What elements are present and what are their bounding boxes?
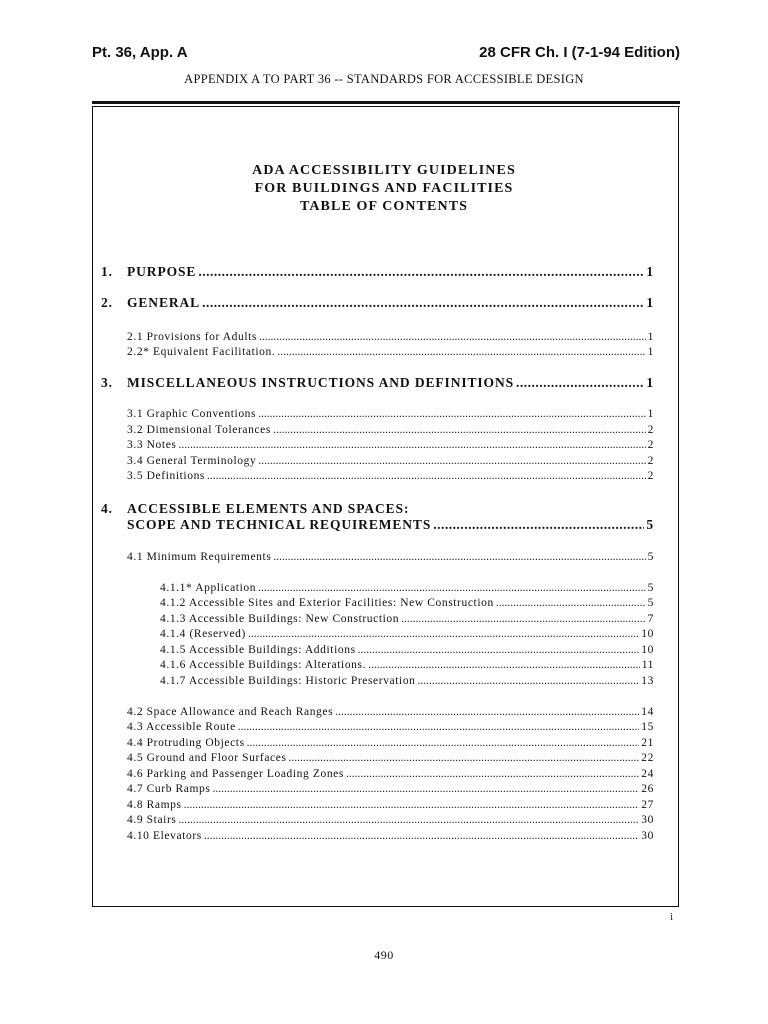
item-label: 4.6 Parking and Passenger Loading Zones	[127, 768, 344, 780]
item-label: 4.1 Minimum Requirements	[127, 551, 272, 563]
section-label: GENERAL	[127, 295, 201, 310]
section-number: 1.	[101, 264, 113, 279]
dot-leader	[204, 830, 639, 842]
page-ref: 5	[647, 551, 654, 563]
item-label: 4.1.1* Application	[160, 582, 257, 594]
dot-leader	[247, 737, 640, 749]
toc-item[interactable]	[127, 706, 654, 718]
dot-leader	[277, 346, 645, 358]
page-ref: 1	[646, 375, 654, 390]
page-ref: 11	[641, 659, 654, 671]
header-rule-thick	[92, 101, 680, 104]
item-label: 4.1.7 Accessible Buildings: Historic Preservation	[160, 675, 416, 687]
item-label: 3.3 Notes	[127, 439, 177, 451]
item-label: 4.5 Ground and Floor Surfaces	[127, 752, 287, 764]
dot-leader	[258, 582, 646, 594]
page-ref: 1	[646, 264, 654, 279]
toc-item[interactable]	[127, 470, 654, 482]
toc-subitem[interactable]	[160, 597, 654, 609]
page-number: 490	[374, 948, 394, 962]
running-head	[92, 44, 680, 64]
page-ref: 30	[641, 830, 654, 842]
dot-leader	[401, 613, 646, 625]
page-ref: 22	[641, 752, 654, 764]
toc-item[interactable]	[127, 346, 654, 358]
section-label-line-1: ACCESSIBLE ELEMENTS AND SPACES:	[127, 501, 410, 516]
toc-section-purpose[interactable]	[101, 264, 654, 280]
appendix-title: APPENDIX A TO PART 36 -- STANDARDS FOR ACCESSIBLE DESIGN	[184, 72, 584, 86]
dot-leader	[202, 295, 644, 311]
item-label: 2.1 Provisions for Adults	[127, 331, 258, 343]
page-ref: 21	[641, 737, 654, 749]
toc-item[interactable]	[127, 408, 654, 420]
dot-leader	[358, 644, 640, 656]
item-label: 4.1.3 Accessible Buildings: New Construction	[160, 613, 400, 625]
page-ref: 2	[647, 455, 654, 467]
toc-subitem[interactable]	[160, 628, 654, 640]
dot-leader	[258, 455, 645, 467]
dot-leader	[273, 424, 646, 436]
dot-leader	[212, 783, 639, 795]
dot-leader	[346, 768, 639, 780]
toc-section-accessible-heading	[101, 501, 409, 517]
running-head-right: 28 CFR Ch. I (7-1-94 Edition)	[479, 44, 680, 61]
section-number: 2.	[101, 295, 113, 310]
page-ref: 1	[647, 408, 654, 420]
item-label: 4.1.5 Accessible Buildings: Additions	[160, 644, 356, 656]
toc-item[interactable]	[127, 830, 654, 842]
item-label: 4.10 Elevators	[127, 830, 202, 842]
dot-leader	[418, 675, 640, 687]
roman-page-marker: i	[670, 912, 673, 923]
page-ref: 5	[647, 597, 654, 609]
toc-subitem[interactable]	[160, 582, 654, 594]
dot-leader	[258, 408, 646, 420]
item-label: 3.4 General Terminology	[127, 455, 257, 467]
dot-leader	[178, 814, 639, 826]
toc-item[interactable]	[127, 721, 654, 733]
toc-item[interactable]	[127, 783, 654, 795]
page-ref: 2	[647, 470, 654, 482]
toc-subitem[interactable]	[160, 659, 654, 671]
page-ref: 2	[647, 424, 654, 436]
section-number: 3.	[101, 375, 113, 390]
page-ref: 10	[641, 628, 654, 640]
toc-subitem[interactable]	[160, 613, 654, 625]
toc-item[interactable]	[127, 799, 654, 811]
title-line-3: TABLE OF CONTENTS	[299, 199, 469, 214]
dot-leader	[259, 331, 646, 343]
item-label: 4.1.4 (Reserved)	[160, 628, 246, 640]
dot-leader	[238, 721, 640, 733]
toc-item[interactable]	[127, 768, 654, 780]
dot-leader	[516, 375, 644, 391]
page-ref: 5	[646, 517, 654, 532]
dot-leader	[368, 659, 640, 671]
page-ref: 30	[641, 814, 654, 826]
page-ref: 27	[641, 799, 654, 811]
dot-leader	[198, 264, 644, 280]
dot-leader	[207, 470, 646, 482]
page-ref: 7	[647, 613, 654, 625]
item-label: 4.7 Curb Ramps	[127, 783, 211, 795]
dot-leader	[289, 752, 640, 764]
toc-item[interactable]	[127, 551, 654, 563]
item-label: 3.5 Definitions	[127, 470, 205, 482]
toc-item[interactable]	[127, 439, 654, 451]
dot-leader	[248, 628, 639, 640]
item-label: 4.1.6 Accessible Buildings: Alterations.	[160, 659, 367, 671]
title-line-1: ADA ACCESSIBILITY GUIDELINES	[252, 163, 516, 178]
page-ref: 13	[641, 675, 654, 687]
section-label-line-2: SCOPE AND TECHNICAL REQUIREMENTS	[127, 517, 432, 532]
item-label: 3.2 Dimensional Tolerances	[127, 424, 271, 436]
page-ref: 1	[647, 346, 654, 358]
item-label: 3.1 Graphic Conventions	[127, 408, 257, 420]
toc-item[interactable]	[127, 814, 654, 826]
item-label: 4.9 Stairs	[127, 814, 177, 826]
item-label: 4.4 Protruding Objects	[127, 737, 245, 749]
dot-leader	[335, 706, 639, 718]
toc-section-accessible[interactable]	[127, 517, 654, 533]
toc-item[interactable]	[127, 752, 654, 764]
dot-leader	[496, 597, 646, 609]
document-title	[0, 162, 768, 216]
toc-item[interactable]	[127, 737, 654, 749]
toc-section-general[interactable]	[101, 295, 654, 311]
toc-subitem[interactable]	[160, 675, 654, 687]
section-label: PURPOSE	[127, 264, 197, 279]
section-label: MISCELLANEOUS INSTRUCTIONS AND DEFINITIONS	[127, 375, 515, 390]
item-label: 2.2* Equivalent Facilitation.	[127, 346, 276, 358]
title-line-2: FOR BUILDINGS AND FACILITIES	[254, 181, 514, 196]
toc-item[interactable]	[127, 455, 654, 467]
dot-leader	[184, 799, 640, 811]
item-label: 4.1.2 Accessible Sites and Exterior Facilities: New Construction	[160, 597, 494, 609]
page-ref: 2	[647, 439, 654, 451]
toc-item[interactable]	[127, 331, 654, 343]
running-head-left: Pt. 36, App. A	[92, 44, 188, 61]
page-ref: 1	[647, 331, 654, 343]
dot-leader	[273, 551, 645, 563]
page-ref: 10	[641, 644, 654, 656]
item-label: 4.2 Space Allowance and Reach Ranges	[127, 706, 334, 718]
toc-section-misc[interactable]	[101, 375, 654, 391]
page-ref: 24	[641, 768, 654, 780]
section-number: 4.	[101, 501, 113, 516]
page-ref: 5	[647, 582, 654, 594]
item-label: 4.8 Ramps	[127, 799, 182, 811]
toc-item[interactable]	[127, 424, 654, 436]
dot-leader	[178, 439, 645, 451]
page-ref: 15	[641, 721, 654, 733]
toc-subitem[interactable]	[160, 644, 654, 656]
page-ref: 14	[641, 706, 654, 718]
page-ref: 26	[641, 783, 654, 795]
page-ref: 1	[646, 295, 654, 310]
dot-leader	[433, 517, 644, 533]
item-label: 4.3 Accessible Route	[127, 721, 236, 733]
